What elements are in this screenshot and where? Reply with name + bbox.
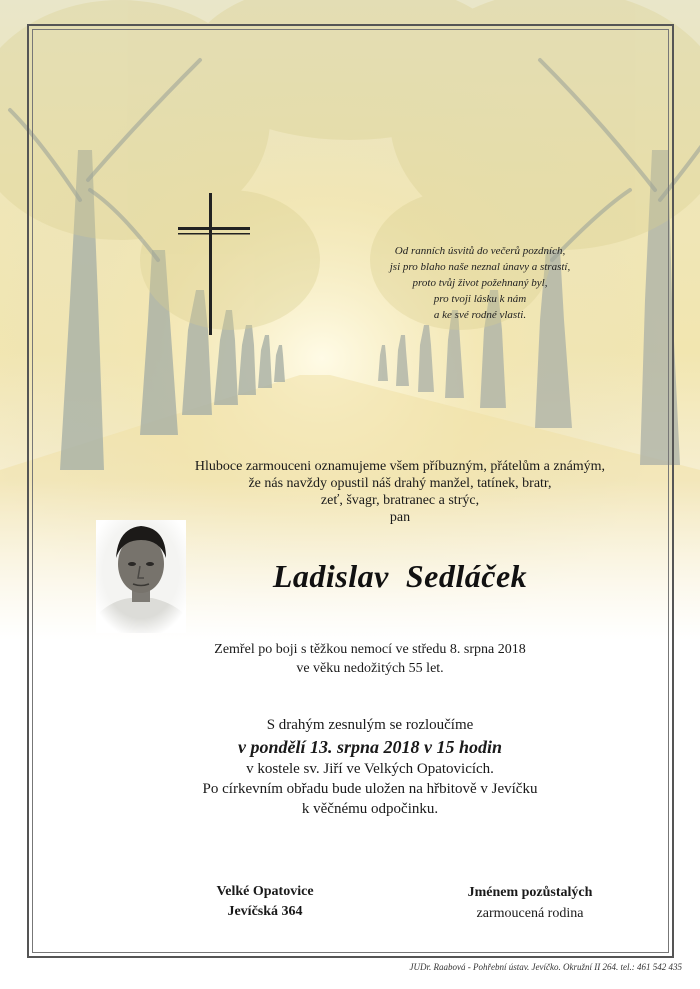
poem-line: proto tvůj život požehnaný byl, <box>412 277 548 289</box>
funeral-rest: k věčnému odpočinku. <box>301 801 439 817</box>
portrait-photo <box>96 520 186 633</box>
announcement-line: pan <box>389 510 411 525</box>
poem-line: pro tvoji lásku k nám <box>433 293 527 305</box>
funeral-datetime: v pondělí 13. srpna 2018 v 15 hodin <box>237 737 503 757</box>
death-info-line: ve věku nedožitých 55 let. <box>296 661 444 676</box>
home-address <box>190 882 340 922</box>
announcement-line: zeť, švagr, bratranec a strýc, <box>320 493 480 508</box>
poem-line: a ke své rodné vlasti. <box>433 309 527 321</box>
address-street: Jevíčská 364 <box>227 904 303 919</box>
death-info <box>160 640 580 678</box>
poem-line: jsi pro blaho naše neznal únavy a strastí, <box>389 261 571 273</box>
funeral-intro: S drahým zesnulým se rozloučíme <box>266 717 474 733</box>
deceased-name: Ladislav Sedláček <box>272 558 528 594</box>
funeral-info <box>150 715 590 819</box>
family-signature <box>440 882 620 924</box>
funeral-burial: Po církevním obřadu bude uložen na hřbitově v Jevíčku <box>202 781 538 797</box>
funeral-location: v kostele sv. Jiří ve Velkých Opatovicích. <box>246 761 494 777</box>
family-subtitle: zarmoucená rodina <box>476 906 584 921</box>
cross-icon <box>178 193 250 335</box>
poem-line: Od ranních úsvitů do večerů pozdních, <box>394 245 566 257</box>
announcement-line: Hluboce zarmouceni oznamujeme všem příbuzným, přátelům a známým, <box>194 459 606 474</box>
funeral-service-footer: JUDr. Raabová - Pohřební ústav. Jevíčko. Okružní II 264. tel.: 461 542 435 <box>409 962 682 972</box>
family-title: Jménem pozůstalých <box>467 885 593 900</box>
address-town: Velké Opatovice <box>216 884 314 899</box>
announcement <box>140 458 660 526</box>
announcement-line: že nás navždy opustil náš drahý manžel, tatínek, bratr, <box>248 476 552 491</box>
poem <box>340 243 620 323</box>
death-info-line: Zemřel po boji s těžkou nemocí ve středu 8. srpna 2018 <box>214 642 526 657</box>
